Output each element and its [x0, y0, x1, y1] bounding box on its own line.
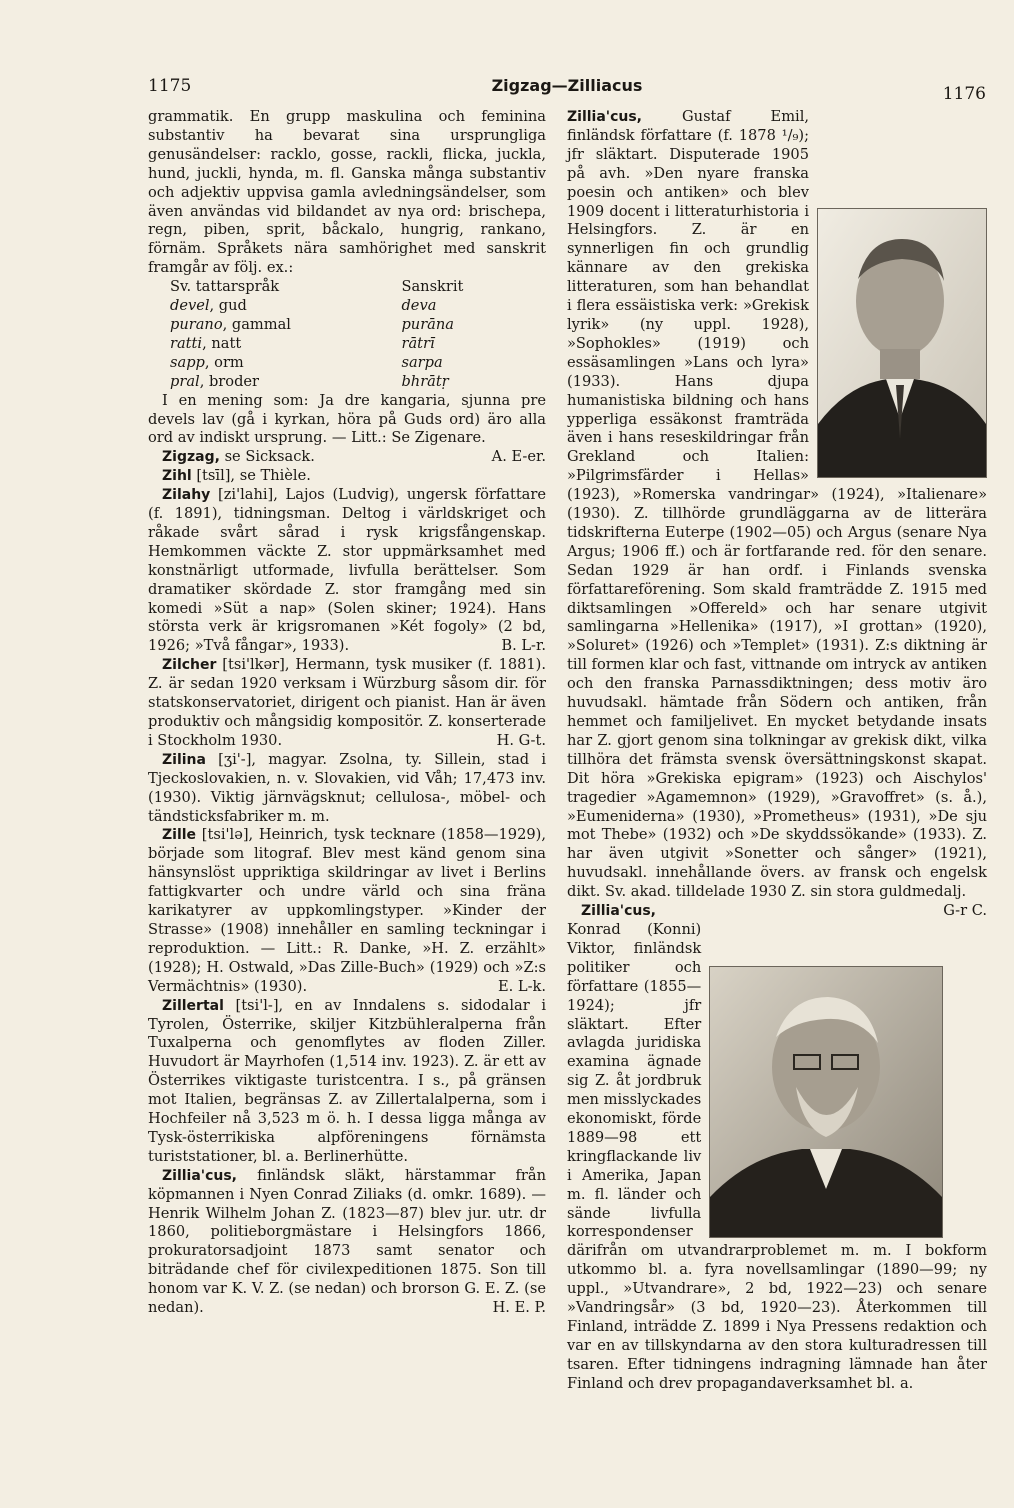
- sanskrit-word: sarpa: [401, 353, 443, 371]
- language-comparison-table: [170, 278, 520, 391]
- swedish-gloss: , gud: [209, 297, 247, 315]
- tattar-word: purano: [170, 315, 223, 333]
- swedish-gloss: , broder: [199, 372, 260, 390]
- entry-zilina: Zilina [ʒi'-], magyar. Zsolna, ty. Sillein, stad i Tjeckoslovakien, n. v. Slovakien, vid Våh; 17,473 inv. (1930). Viktig järnvägsknut; cellulosa-, möbel- och tändsticksfabriker m. m.: [148, 750, 546, 825]
- entry-zilahy: Zilahy [zi'lahi], Lajos (Ludvig), ungersk författare (f. 1891), tidningsman. Deltog i världskriget och råkade svårt sårad i rysk krigsfångenskap. Hemkommen väckte Z. stor uppmärksamhet med konstnärligt utformade, livfulla berättelser. Som dramatiker skördade Z. stor framgång med sin komedi »Süt a nap» (Solen skiner; 1924). Hans största verk är krigsromanen »Két fogoly» (2 bd, 1926; »Två fångar», 1933). B. L-r.: [148, 486, 546, 655]
- portrait-gustaf-image: [818, 209, 986, 477]
- column-header-tattar: Sv. tattarspråk: [170, 278, 280, 296]
- entry-term: Zillia'cus,: [162, 1167, 237, 1184]
- entry-term: Zilina: [162, 751, 206, 768]
- entry-term: Zille: [162, 827, 197, 844]
- swedish-gloss: , gammal: [222, 315, 291, 333]
- author-signature: H. E. P.: [492, 1299, 546, 1317]
- entry-term: Zihl: [162, 468, 192, 485]
- author-signature: B. L-r.: [501, 637, 546, 655]
- author-signature: H. G-t.: [496, 731, 546, 749]
- tattar-grammar-paragraph: grammatik. En grupp maskulina och feminina substantiv ha bevarat sina ursprungliga genusändelser: racklo, gosse, rackli, flicka, juckla, hund, juckli, hynda, m. fl. Ganska många substantiv och adjektiv uppvisa gamla avledningsändelser, som även användas vid bildandet av nya ord: brischepa, regn, piben, sprit, båckalo, hungrig, rankano, förnäm. Språkets nära samhörighet med sanskrit framgår av följ. ex.:: [148, 108, 546, 277]
- entry-term: Zillia'cus,: [581, 903, 656, 920]
- right-column: [567, 108, 987, 1394]
- sanskrit-word: deva: [401, 297, 437, 315]
- entry-zilcher: Zilcher [tsi'lkər], Hermann, tysk musiker (f. 1881). Z. är sedan 1920 verksam i Würzburg såsom dir. för statskonservatoriet, dirigent och pianist. Han är även produktiv och mångsidig kompositör. Z. konserterade i Stockholm 1930. H. G-t.: [148, 656, 547, 749]
- running-title: Zigzag—Zilliacus: [491, 76, 643, 95]
- table-row: [170, 297, 520, 316]
- author-signature: G-r C.: [943, 902, 987, 920]
- table-row: [170, 316, 520, 335]
- entry-term: Zillia'cus,: [567, 109, 642, 125]
- entry-zihl: Zihl [tsīl], se Thièle.: [162, 467, 311, 485]
- entry-term: Zilahy: [162, 487, 211, 504]
- table-row: [170, 354, 520, 373]
- tattar-word: sapp: [170, 353, 205, 371]
- table-row: [170, 373, 520, 392]
- table-header-row: [170, 278, 520, 297]
- tattar-word: pral: [170, 372, 200, 390]
- tattar-word: ratti: [170, 334, 203, 352]
- entry-zille: Zille [tsi'lə], Heinrich, tysk tecknare (1858—1929), började som litograf. Blev mest känd genom sina hänsynslöst uppriktiga skildringar av livet i Berlins fattigkvarter och undre värld och sina fräna karikatyrer av uppkomlingstyper. »Kinder der Strasse» (1908) innehåller en samling teckningar i reproduktion. — Litt.: R. Danke, »H. Z. erzählt» (1928); H. Ostwald, »Das Zille-Buch» (1929) och »Z:s Vermächtnis» (1930). E. L-k.: [148, 826, 546, 995]
- column-header-sanskrit: Sanskrit: [401, 278, 464, 296]
- portrait-konrad-image: [710, 967, 942, 1237]
- page-header: [148, 76, 986, 106]
- tattar-example-paragraph: I en mening som: Ja dre kangaria, sjunna pre devels lav (gå i kyrkan, höra på Guds ord) äro alla ord av indiskt ursprung. — Litt.: Se Zigenare. A. E-er.: [148, 391, 546, 466]
- page-number-left: 1175: [148, 76, 192, 96]
- entry-zillertal: Zillertal [tsi'l-], en av Inndalens s. sidodalar i Tyrolen, Österrike, skiljer Kitzbühleralperna från Tuxalperna och genomflytes av floden Ziller. Huvudort är Mayrhofen (1,514 inv. 1923). Z. är ett av Österrikes viktigaste turistcentra. I s., på gränsen mot Italien, begränsas Z. av Zillertalalperna, som i Hochfeiler nå 3,523 m ö. h. I dessa ligga många av Tysk-österrikiska alpföreningens förnämsta turiststationer, bl. a. Berlinerhütte.: [148, 996, 546, 1165]
- entry-zilliacus-konrad: Zillia'cus, Konrad (Konni) Viktor, finländsk politiker och författare (1855—1924); jfr släktart. Efter avlagda juridiska examina ägnade sig Z. åt jordbruk men misslyckades ekonomiskt, förde 1889—98 ett kringflackande liv i Amerika, Japan m. fl. länder och sände livfulla korrespondenser därifrån om utvandrarproblemet m. m. I bokform utkommo bl. a. fyra novellsamlingar (1890—99; ny uppl., »Utvandrare», 2 bd, 1922—23) och senare »Vandringsår» (3 bd, 1920—23). Återkommen till Finland, inträdde Z. 1899 i Nya Pressens redaktion och var en av tillskyndarna av den stora kulturadressen till tsaren. Efter tidningens indragning lämnade han åter Finland och drev propagandaverksamhet bl. a.: [567, 903, 987, 1392]
- left-column: [148, 108, 546, 1318]
- entry-zigzag: Zigzag, se Sicksack.: [162, 448, 315, 466]
- swedish-gloss: , orm: [204, 353, 244, 371]
- sanskrit-word: rātrī: [401, 334, 435, 352]
- sanskrit-word: bhrātṛ: [401, 372, 449, 390]
- entry-zilliacus-gustaf: Zillia'cus, Gustaf Emil, finländsk författare (f. 1878 ¹/₉); jfr släktart. Disputerade 1905 på avh. »Den nyare franska poesin och antiken» och blev 1909 docent i litteraturhistoria i Helsingfors. Z. är en synnerligen fin och grundlig kännare av den grekiska litteraturen, som han behandlat i flera essäistiska verk: »Grekisk lyrik» (ny uppl. 1928), »Sophokles» (1919) och essäsamlingen »Lans och lyra» (1933). Hans djupa humanistiska bildning och hans ypperliga essäkonst framträda även i hans reseskildringar från Grekland och Italien: »Pilgrimsfärder i Hellas» (1923), »Romerska vandringar» (1924), »Italienare» (1930). Z. tillhörde grundläggarna av de litterära tidskrifterna Euterpe (1902—05) och Argus (senare Nya Argus; 1906 ff.) och är fortfarande red. för den senare. Sedan 1929 är han ordf. i Finlands svenska författareförening. Som skald framträdde Z. 1915 med diktsamlingen »Offereld» och har senare utgivit samlingarna »Hellenika» (1917), »I grottan» (1920), »Soluret» (1926) och »Templet» (1931). Z:s diktning är till formen klar och fast, vittnande om intryck av antiken och den franska Parnassdiktningen; dess motiv äro huvudsakl. hämtade från Södern och antiken, från hemmet och familjelivet. En mycket betydande insats har Z. gjort genom sina tolkningar av grekisk dikt, vilka tillhöra det främsta svensk översättningskonst skapat. Dit höra »Grekiska epigram» (1923) och Aischylos' tragedier »Agamemnon» (1929), »Gravoffret» (s. å.), »Eumeniderna» (1930), »Prometheus» (1931), »De sju mot Thebe» (1932) och »De skyddssökande» (1933). Z. har även utgivit »Sonetter och sånger» (1921), huvudsakl. innehållande övers. av fransk och engelsk dikt. Sv. akad. tilldelade 1930 Z. sin stora guldmedalj. G-r C.: [567, 108, 987, 920]
- entry-term: Zigzag,: [162, 449, 220, 466]
- entry-zilliacus-family: Zillia'cus, finländsk släkt, härstammar från köpmannen i Nyen Conrad Ziliaks (d. omkr. 1689). — Henrik Wilhelm Johan Z. (1823—87) blev jur. utr. dr 1860, politieborgmästare i Helsingfors 1866, prokuratorsadjoint 1873 samt senator och biträdande chef för civilexpeditionen 1875. Son till honom var K. V. Z. (se nedan) och brorson G. E. Z. (se nedan). H. E. P.: [148, 1166, 546, 1317]
- portrait-photo-konrad: [709, 966, 943, 1238]
- entry-term: Zillertal: [162, 997, 224, 1014]
- tattar-word: devel: [170, 297, 210, 315]
- author-signature: E. L-k.: [497, 977, 546, 995]
- page-number-right: 1176: [942, 84, 986, 104]
- swedish-gloss: , natt: [202, 334, 242, 352]
- sanskrit-word: purāna: [401, 315, 454, 333]
- portrait-photo-gustaf: [817, 208, 987, 478]
- table-row: [170, 335, 520, 354]
- author-signature: A. E-er.: [491, 448, 546, 466]
- entry-term: Zilcher: [162, 657, 217, 674]
